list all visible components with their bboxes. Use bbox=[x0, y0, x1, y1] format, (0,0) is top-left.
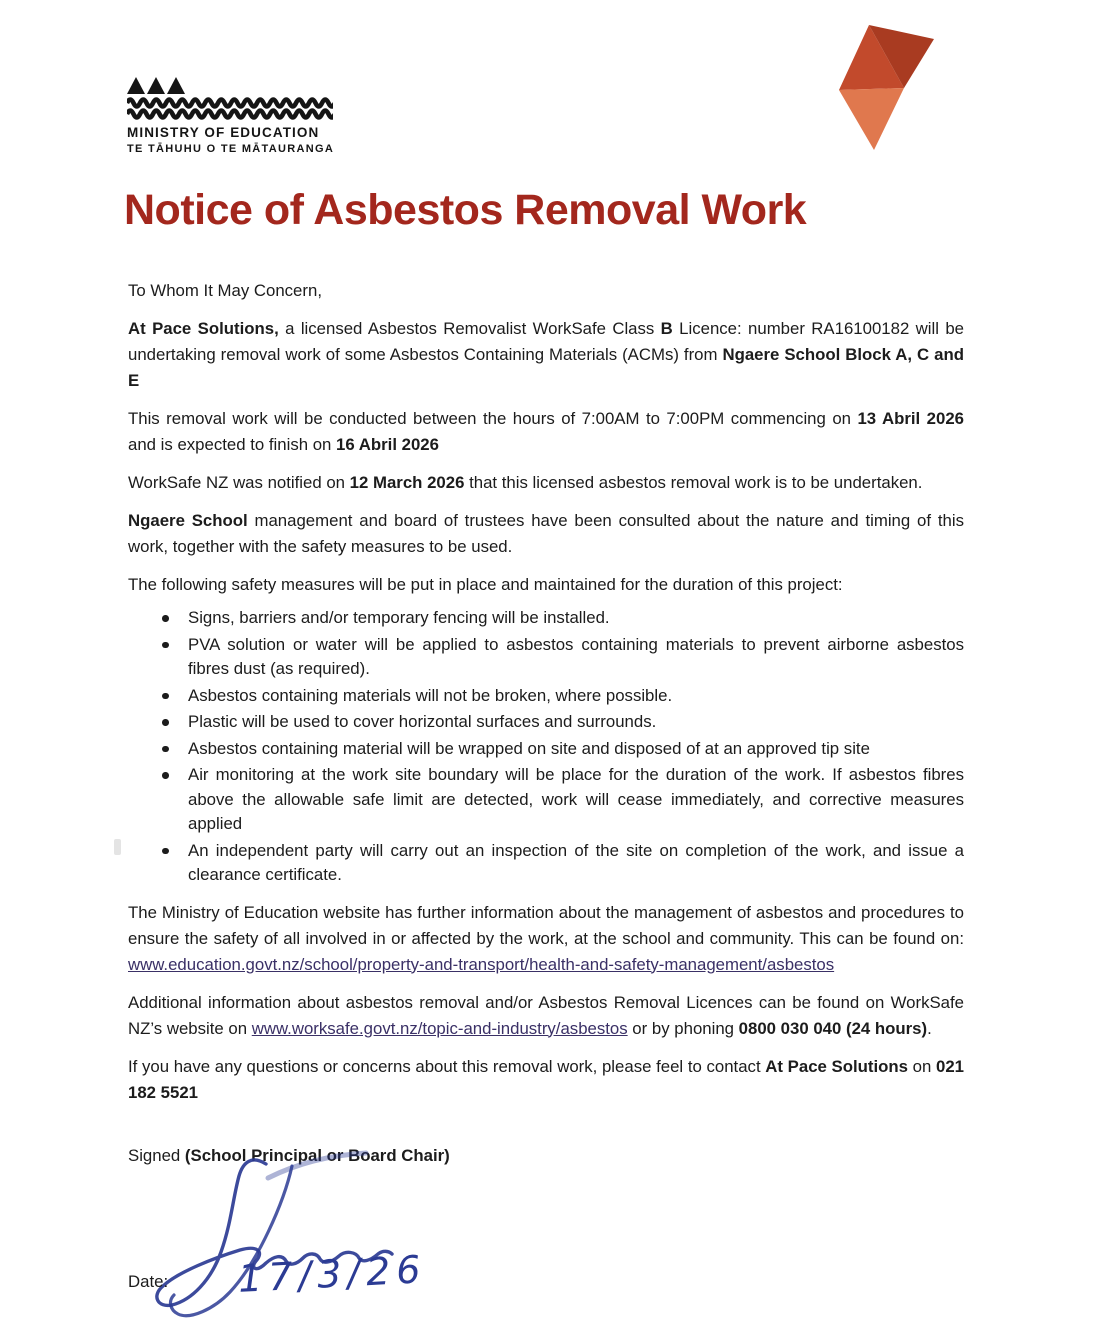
paragraph-safety-intro bbox=[128, 572, 964, 598]
scan-artifact bbox=[114, 839, 121, 855]
text-segment: Asbestos containing material will be wrapped on site and disposed of at an approved tip site bbox=[188, 738, 870, 758]
safety-measure-item bbox=[128, 710, 964, 735]
salutation bbox=[128, 278, 964, 304]
text-segment: 12 March 2026 bbox=[349, 473, 465, 492]
hyperlink[interactable]: www.education.govt.nz/school/property-and-transport/health-and-safety-management/asbestos bbox=[128, 954, 835, 974]
safety-measure-item bbox=[128, 633, 964, 682]
paragraph-worksafe-website bbox=[128, 990, 964, 1042]
hyperlink[interactable]: www.worksafe.govt.nz/topic-and-industry/asbestos bbox=[251, 1018, 628, 1038]
text-segment: . bbox=[927, 1018, 932, 1038]
safety-measure-item bbox=[128, 606, 964, 631]
text-segment: 021 182 5521 bbox=[128, 1056, 964, 1102]
handwritten-date: 17/3/26 bbox=[236, 1247, 428, 1301]
paragraph-ministry-website bbox=[128, 900, 964, 978]
text-segment: At Pace Solutions bbox=[765, 1056, 908, 1076]
text-segment: PVA solution or water will be applied to asbestos containing materials to prevent airborne asbestos fibres dust (as required). bbox=[188, 634, 964, 678]
text-segment: Plastic will be used to cover horizontal surfaces and surrounds. bbox=[188, 712, 657, 731]
text-segment: Signed bbox=[128, 1146, 185, 1165]
text-segment: The Ministry of Education website has further information about the management of asbestos and procedures to ensure the safety of all involved in or affected by the work, at the school and community. This can be found on: bbox=[128, 902, 964, 948]
text-segment: on bbox=[907, 1056, 936, 1076]
text-segment: To Whom It May Concern, bbox=[128, 281, 322, 300]
paragraph-contact bbox=[128, 1054, 964, 1106]
page-title: Notice of Asbestos Removal Work bbox=[124, 186, 807, 234]
text-segment: 16 Abril 2026 bbox=[336, 435, 439, 454]
ministry-name-maori: TE TĀHUHU O TE MĀTAURANGA bbox=[127, 143, 335, 155]
text-segment: and is expected to finish on bbox=[128, 435, 337, 454]
safety-measure-item bbox=[128, 839, 964, 888]
paragraph-work-dates bbox=[128, 406, 964, 458]
paragraph-school bbox=[128, 508, 964, 560]
text-segment: WorkSafe NZ was notified on bbox=[128, 473, 350, 492]
wave-line-2 bbox=[127, 111, 333, 118]
text-segment: Asbestos containing materials will not be broken, where possible. bbox=[188, 685, 673, 705]
text-segment: that this licensed asbestos removal work is to be undertaken. bbox=[464, 473, 923, 492]
ministry-of-education-logo bbox=[127, 76, 342, 155]
safety-measure-item bbox=[128, 763, 964, 837]
safety-measure-item bbox=[128, 737, 964, 762]
text-segment: Air monitoring at the work site boundary will be place for the duration of the work. If asbestos fibres above the allowable safe limit are detected, work will cease immediately, and corrective measures applied bbox=[188, 765, 964, 833]
text-segment: The following safety measures will be put in place and maintained for the duration of this project: bbox=[128, 575, 843, 594]
text-segment: Additional information about asbestos removal and/or Asbestos Removal Licences can be found on WorkSafe NZ’s website on bbox=[128, 992, 964, 1038]
text-segment: management and board of trustees have been consulted about the nature and timing of this work, together with the safety measures to be used. bbox=[128, 511, 964, 556]
signature-handwriting bbox=[116, 1150, 416, 1328]
paragraph-worksafe bbox=[128, 470, 964, 496]
text-segment: An independent party will carry out an inspection of the site on completion of the work, and issue a clearance certificate. bbox=[188, 840, 964, 884]
text-segment: Signs, barriers and/or temporary fencing will be installed. bbox=[188, 608, 610, 627]
ministry-name: MINISTRY OF EDUCATION bbox=[127, 125, 320, 140]
wave-line-1 bbox=[127, 100, 333, 107]
red-diamond-logo-icon bbox=[838, 24, 938, 154]
safety-measures-list bbox=[128, 606, 964, 888]
text-segment: Ngaere School Block A, C and E bbox=[128, 345, 964, 390]
text-segment: Ngaere School bbox=[128, 511, 248, 530]
text-segment: a licensed Asbestos Removalist WorkSafe Class bbox=[278, 319, 661, 338]
text-segment: 13 Abril 2026 bbox=[857, 409, 964, 428]
text-segment: (School Principal or Board Chair) bbox=[184, 1146, 450, 1165]
text-segment: This removal work will be conducted between the hours of 7:00AM to 7:00PM commencing on bbox=[128, 409, 858, 428]
document-body bbox=[128, 278, 964, 1118]
safety-measure-item bbox=[128, 684, 964, 709]
text-segment: Licence: number RA16100182 will be undertaking removal work of some Asbestos Containing Materials (ACMs) from bbox=[128, 319, 964, 364]
text-segment: or by phoning bbox=[627, 1018, 739, 1038]
date-label: Date: bbox=[128, 1272, 169, 1291]
paragraph-removalist bbox=[128, 316, 964, 394]
mountains-and-waves-icon bbox=[127, 76, 333, 120]
text-segment: If you have any questions or concerns about this removal work, please feel to contact bbox=[128, 1056, 766, 1076]
text-segment: 0800 030 040 (24 hours) bbox=[738, 1018, 928, 1038]
text-segment: B bbox=[660, 319, 673, 338]
text-segment: At Pace Solutions, bbox=[128, 319, 279, 338]
